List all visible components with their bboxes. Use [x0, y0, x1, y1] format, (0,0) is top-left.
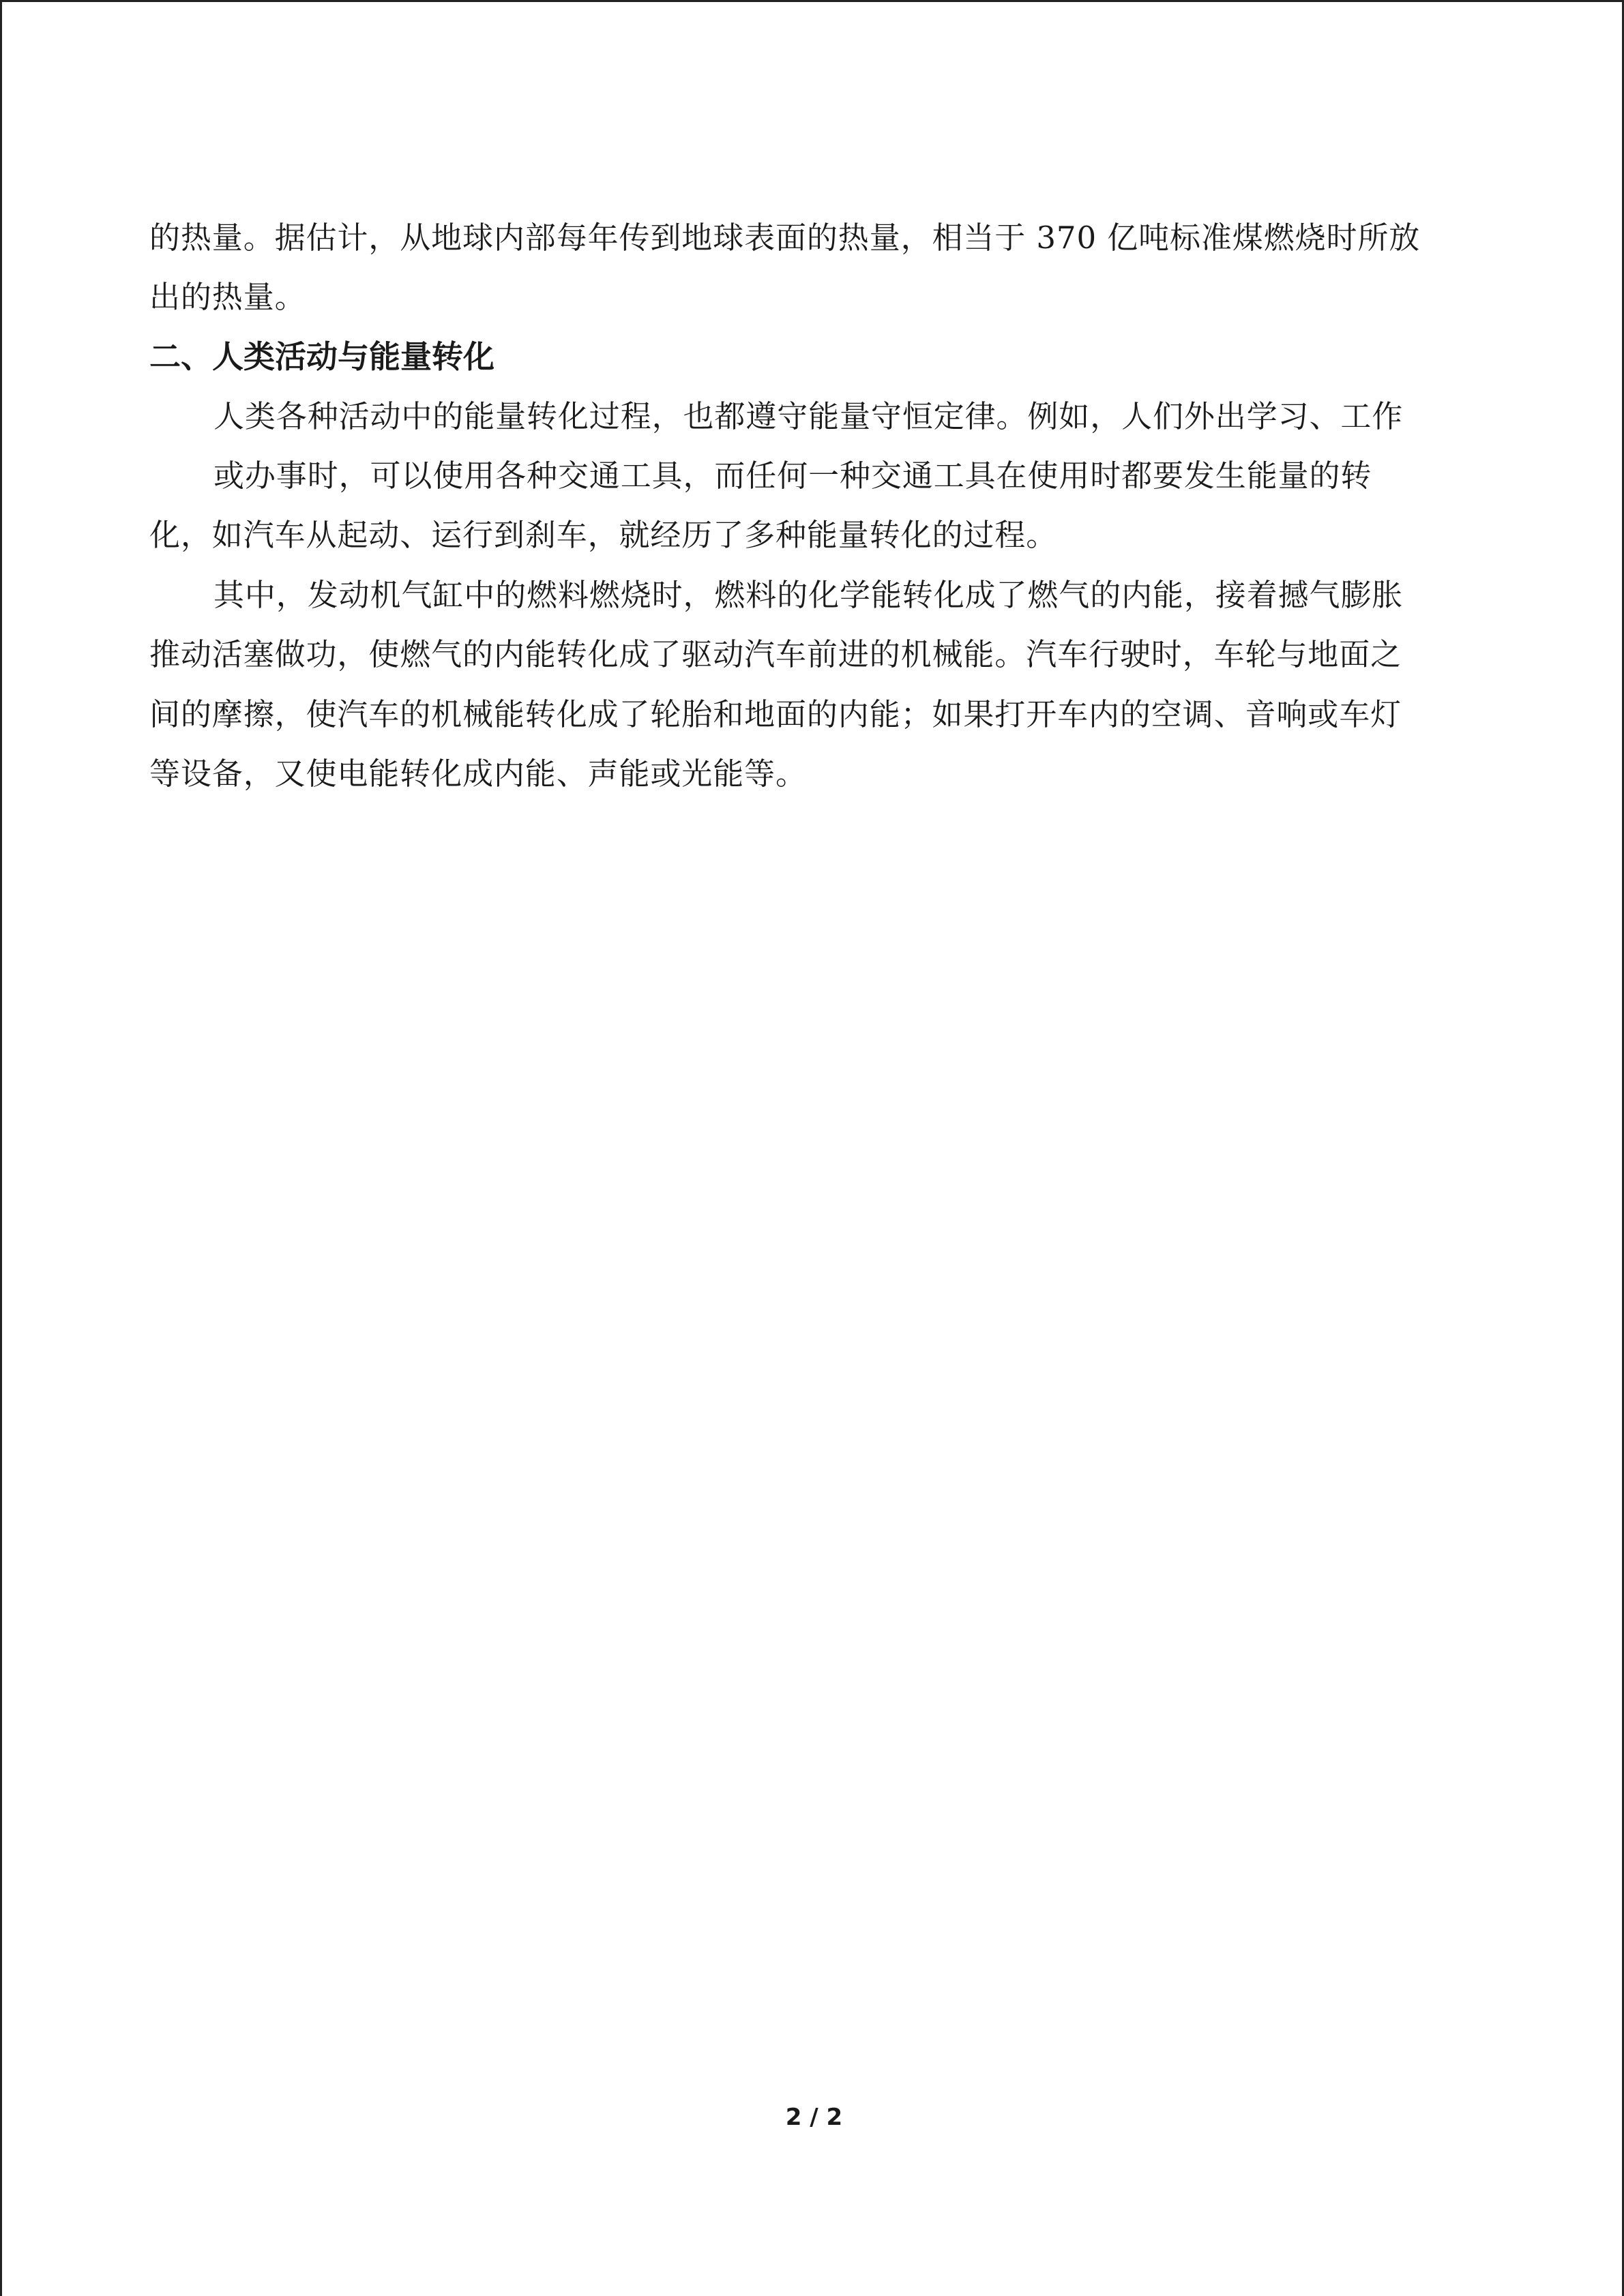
text-line: 出的热量。 [149, 279, 306, 315]
text-line: 推动活塞做功，使燃气的内能转化成了驱动汽车前进的机械能。汽车行驶时，车轮与地面之 [149, 636, 1402, 672]
text-line: 化，如汽车从起动、运行到刹车，就经历了多种能量转化的过程。 [149, 517, 1058, 553]
text-line: 的热量。据估计，从地球内部每年传到地球表面的热量，相当于 370 亿吨标准煤燃烧时所放 [149, 220, 1421, 256]
text-line: 其中，发动机气缸中的燃料燃烧时，燃料的化学能转化成了燃气的内能，接着撼气膨胀 [213, 577, 1404, 613]
page-number: 2 / 2 [785, 2104, 843, 2131]
text-line: 间的摩擦，使汽车的机械能转化成了轮胎和地面的内能；如果打开车内的空调、音响或车灯 [149, 696, 1402, 732]
text-line: 等设备，又使电能转化成内能、声能或光能等。 [149, 756, 807, 792]
text-line: 或办事时，可以使用各种交通工具，而任何一种交通工具在使用时都要发生能量的转 [213, 458, 1372, 494]
text-line: 人类各种活动中的能量转化过程，也都遵守能量守恒定律。例如，人们外出学习、工作 [213, 398, 1404, 434]
section-heading: 二、人类活动与能量转化 [149, 338, 494, 375]
